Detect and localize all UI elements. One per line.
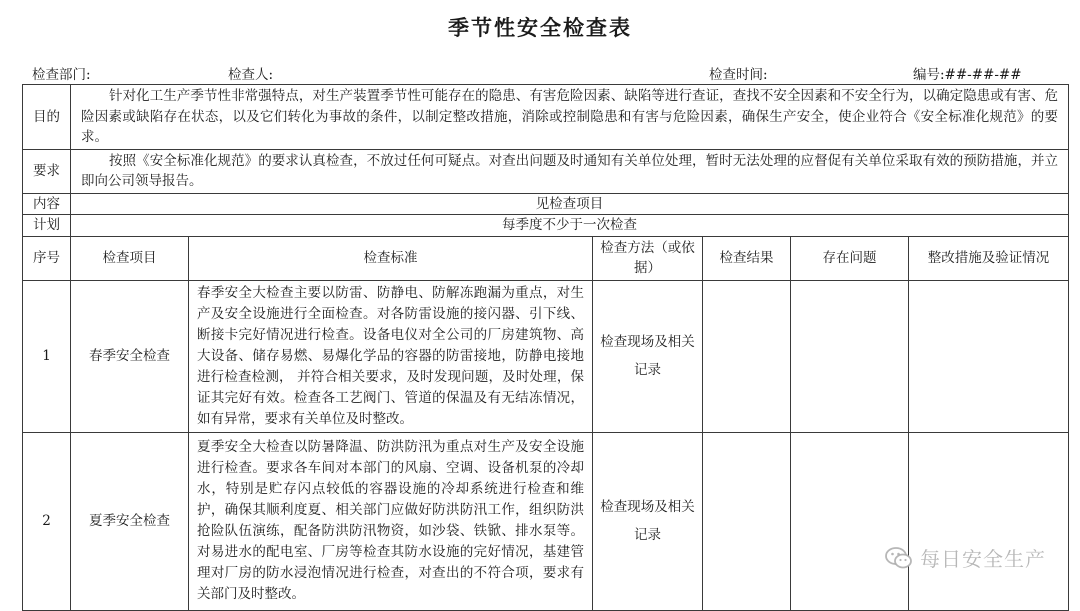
col-header-item: 检查项目 [71,236,189,280]
purpose-text: 针对化工生产季节性非常强特点，对生产装置季节性可能存在的隐患、有害危险因素、缺陷等进行查证，查找不安全因素和不安全行为，以确定隐患或有害、危险因素或缺陷存在状态，以及它们转化为事故的条件，以制定整改措施，消除或控制隐患和有害与危险因素，确保生产安全，使企业符合《安全标准化规范》的要求。 [71,85,1069,150]
content-text: 见检查项目 [71,193,1069,215]
purpose-label: 目的 [23,85,71,150]
row-no: 2 [23,432,71,610]
col-header-problem: 存在问题 [791,236,909,280]
requirement-row [23,149,1069,193]
row-problem [791,280,909,432]
row-result [703,432,791,610]
row-no: 1 [23,280,71,432]
content-label: 内容 [23,193,71,215]
row-problem [791,432,909,610]
wechat-icon [884,546,914,570]
document-title: 季节性安全检查表 [448,15,632,40]
plan-label: 计划 [23,215,71,237]
col-header-standard: 检查标准 [189,236,593,280]
meta-inspector-label: 检查人: [228,67,274,83]
meta-time-label: 检查时间: [709,67,768,83]
purpose-row [23,85,1069,150]
plan-row [23,215,1069,237]
col-header-result: 检查结果 [703,236,791,280]
table-row [23,432,1069,610]
row-item: 春季安全检查 [71,280,189,432]
meta-number-label: 编号:##-##-## [913,67,1022,83]
meta-dept-label: 检查部门: [32,67,91,83]
row-method: 检查现场及相关记录 [593,280,703,432]
table-header-row [23,236,1069,280]
row-standard: 春季安全大检查主要以防雷、防静电、防解冻跑漏为重点，对生产及安全设施进行全面检查。对各防雷设施的接闪器、引下线、断接卡完好情况进行检查。设备电仪对全公司的厂房建筑物、高大设备、储存易燃、易爆化学品的容器的防雷接地，防静电接地进行检查检测， 并符合相关要求，及时发现问题，及时处理，保证其完好有效。检查各工艺阀门、管道的保温及有无结冻情况，如有异常，要求有关单位及时整改。 [189,280,593,432]
col-header-fix: 整改措施及验证情况 [909,236,1069,280]
watermark-text: 每日安全生产 [920,547,1046,571]
row-result [703,280,791,432]
inspection-table [22,84,1069,611]
col-header-method: 检查方法（或依据） [593,236,703,280]
watermark [884,543,1046,572]
row-standard: 夏季安全大检查以防暑降温、防洪防汛为重点对生产及安全设施进行检查。要求各车间对本部门的风扇、空调、设备机泵的冷却水，特别是贮存闪点较低的容器设施的冷却系统进行检查和维护，确保其顺利度夏、相关部门应做好防洪防汛工作，组织防洪抢险队伍演练，配备防洪防汛物资，如沙袋、铁锨、排水泵等。对易进水的配电室、厂房等检查其防水设施的完好情况，基建管理对厂房的防水浸泡情况进行检查，对查出的不符合项，要求有关部门及时整改。 [189,432,593,610]
plan-text: 每季度不少于一次检查 [71,215,1069,237]
row-fix [909,280,1069,432]
requirement-text: 按照《安全标准化规范》的要求认真检查，不放过任何可疑点。对查出问题及时通知有关单位处理，暂时无法处理的应督促有关单位采取有效的预防措施，并立即向公司领导报告。 [71,149,1069,193]
requirement-label: 要求 [23,149,71,193]
row-item: 夏季安全检查 [71,432,189,610]
table-row [23,280,1069,432]
col-header-no: 序号 [23,236,71,280]
row-fix [909,432,1069,610]
content-row [23,193,1069,215]
row-method: 检查现场及相关记录 [593,432,703,610]
